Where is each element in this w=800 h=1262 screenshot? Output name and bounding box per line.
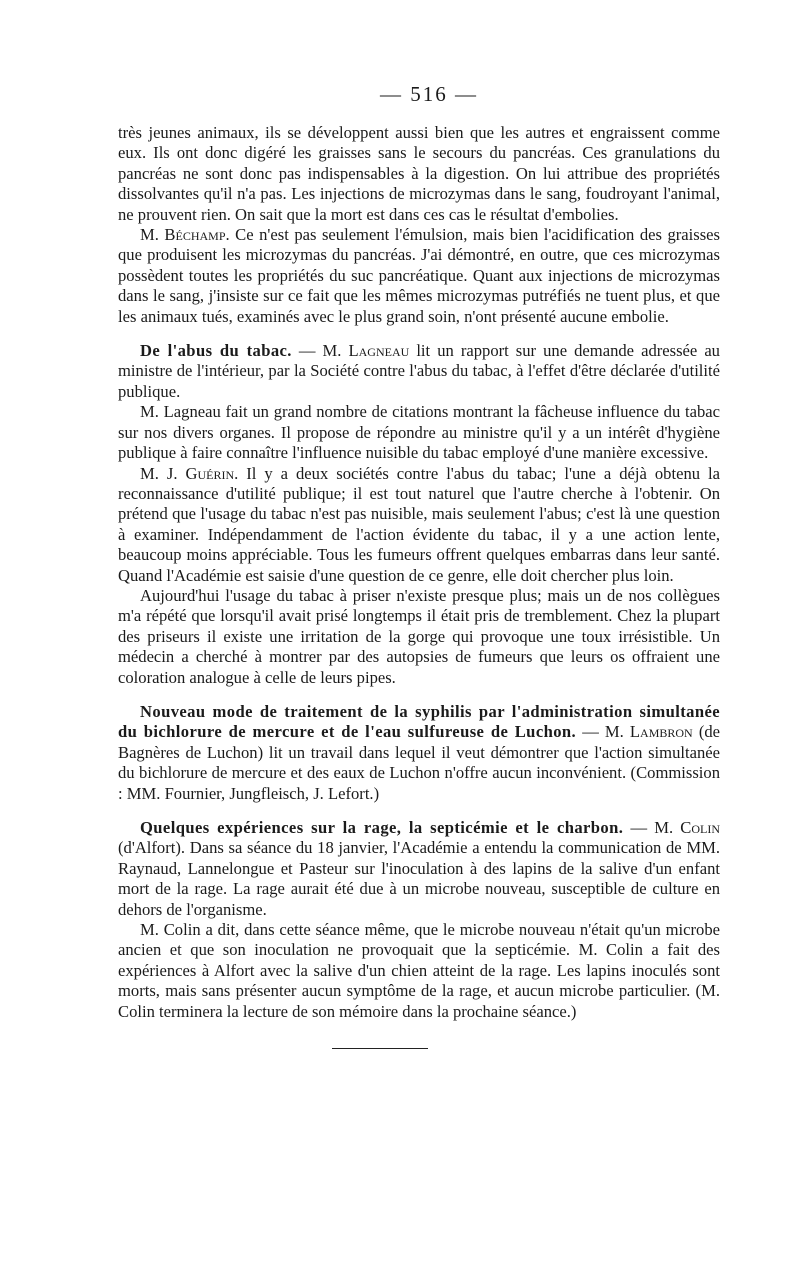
speaker-name: Béchamp <box>164 225 226 245</box>
speaker-name: Lambron <box>629 722 693 742</box>
text-run: — M. <box>291 341 349 361</box>
text-run: M. J. <box>140 463 186 483</box>
text-run: M. Lagneau fait un grand nombre de citations montrant la fâcheuse influence du tabac sur nos divers organes. Il propose de répondre au ministre qu'il y a un intérêt d'hygiène publique à faire connaître l'influence nuisible du tabac employé d'une manière excessive. <box>118 402 720 463</box>
section-heading: Quelques expériences sur la rage, la septicémie et le charbon. <box>140 818 624 837</box>
text-run: M. <box>140 225 165 245</box>
speaker-name: Guérin <box>185 463 235 483</box>
paragraph <box>118 225 720 327</box>
end-rule <box>332 1048 428 1049</box>
section-heading: De l'abus du tabac. <box>140 341 292 361</box>
text-run: — M. <box>623 818 681 837</box>
text-run: (de Bagnères de Luchon) lit un travail dans lequel il veut démontrer que l'action simultanée du bichlorure de mercure et des eaux de Luchon n'offre aucun inconvénient. (Commission : MM. Fournier, Jungfleisch, J. Lefort.) <box>118 722 721 803</box>
text-run: lit un rapport sur une demande adressée au ministre de l'intérieur, par la Société contre l'abus du tabac, à l'effet d'être déclarée d'utilité publique. <box>118 341 720 401</box>
text-run: Aujourd'hui l'usage du tabac à priser n'existe presque plus; mais un de nos collègues m'a répété que lorsqu'il avait prisé longtemps il était pris de tremblement. Chez la plupart des priseurs il existe une irritation de la gorge qui provoque une toux irrésistible. Un médecin a cherché à montrer par des autopsies de fumeurs que leurs os offraient une coloration analogue à celle de leurs pipes. <box>118 585 720 687</box>
section-paragraph <box>118 818 720 920</box>
text-run: très jeunes animaux, ils se développent aussi bien que les autres et engraissent comme eux. Ils ont donc digéré les graisses sans le secours du pancréas. Ces granulations du pancréas ne sont donc pas indispensables à la digestion. On lui attribue des propriétés dissolvantes qu'il n'a pas. Les injections de microzymas dans le sang, foudroyant l'animal, ne prouvent rien. On sait que la mort est dans ces cas le résultat d'embolies. <box>118 123 720 224</box>
paragraph <box>118 920 720 1022</box>
section-paragraph <box>118 702 720 804</box>
paragraph <box>118 123 720 225</box>
paragraph <box>118 464 720 586</box>
page-number: — 516 — <box>380 82 478 106</box>
text-run: M. Colin a dit, dans cette séance même, que le microbe nouveau n'était qu'un microbe ancien et que son inoculation ne provoquait que la septicémie. M. Colin a fait des expériences à Alfort avec la salive d'un chien atteint de la rage. Les lapins inoculés sont morts, mais sans présenter aucun symptôme de la rage, et aucun microbe particulier. (M. Colin terminera la lecture de son mémoire dans la prochaine séance.) <box>118 920 720 1021</box>
section-paragraph <box>118 341 720 402</box>
speaker-name: Lagneau <box>348 341 410 361</box>
paragraph <box>118 402 720 463</box>
text-run: . Ce n'est pas seulement l'émulsion, mais bien l'acidification des graisses que produisent les microzymas du pancréas. J'ai démontré, en outre, que ces microzymas possèdent toutes les propriétés du suc pancréatique. Quant aux injections de microzymas dans le sang, j'insiste sur ce fait que les mêmes microzymas putréfiés ne tuent plus, et que les animaux tués, examinés avec le plus grand soin, n'ont présenté aucune embolie. <box>118 225 720 326</box>
section-heading: Nouveau mode de traitement de la syphilis par l'administration simultanée du bichlorure de mercure et de l'eau sulfureuse de Luchon. <box>118 701 720 742</box>
text-run: — M. <box>576 722 630 742</box>
speaker-name: Colin <box>680 818 720 837</box>
text-run: . Il y a deux sociétés contre l'abus du tabac; l'une a déjà obtenu la reconnaissance d'utilité publique; il est tout naturel que l'autre cherche à l'obtenir. On prétend que l'usage du tabac n'est pas nuisible, mais seulement l'abus; c'est là une question à examiner. Indépendamment de l'action évidente du tabac, il y a une action lente, beaucoup moins appréciable. Tous les fumeurs offrent quelques embarras dans leur santé. Quand l'Académie est saisie d'une question de ce genre, elle doit chercher plus loin. <box>118 463 720 585</box>
paragraph <box>118 586 720 688</box>
text-run: (d'Alfort). Dans sa séance du 18 janvier, l'Académie a entendu la communication de MM. Raynaud, Lannelongue et Pasteur sur l'inoculation à des lapins de la salive d'un enfant mort de la rage. La rage aurait été due à un microbe nouveau, susceptible de culture en dehors de l'organisme. <box>118 838 720 919</box>
